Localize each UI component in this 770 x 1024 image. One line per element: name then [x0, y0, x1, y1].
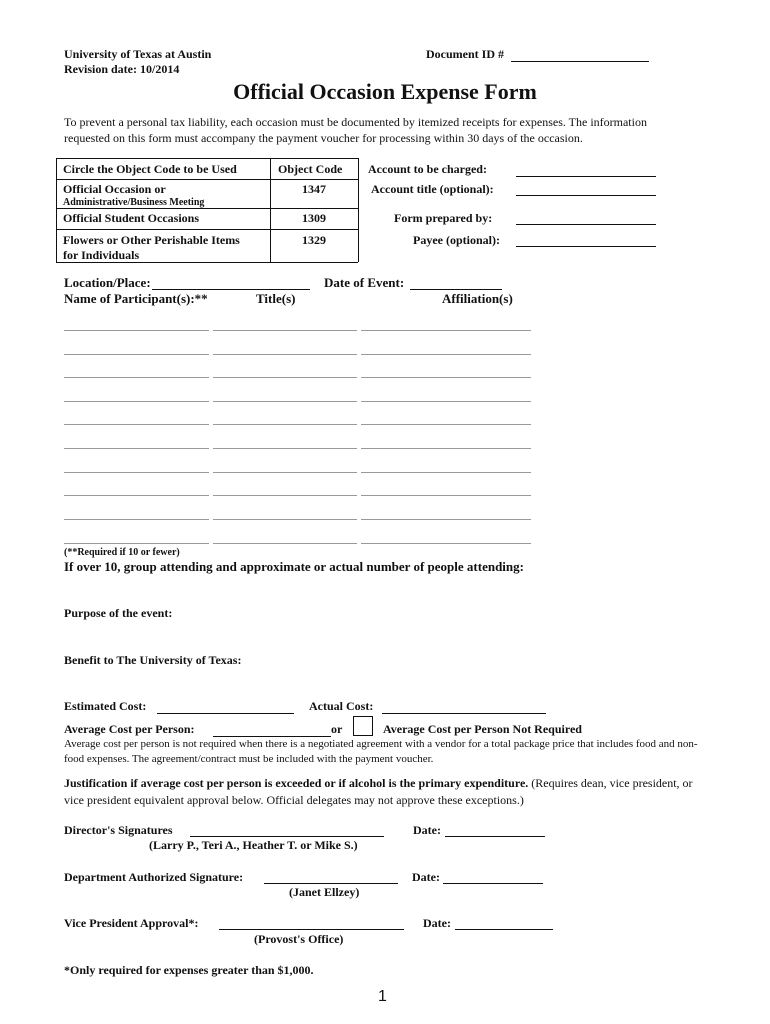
- payee-field[interactable]: [516, 246, 656, 247]
- location-label: Location/Place:: [64, 275, 151, 290]
- account-charged-field[interactable]: [516, 176, 656, 177]
- director-date-label: Date:: [413, 823, 441, 837]
- date-of-event-field[interactable]: [410, 289, 502, 290]
- vp-office: (Provost's Office): [254, 932, 344, 946]
- vp-date-field[interactable]: [455, 929, 553, 930]
- justification-text: [64, 775, 704, 809]
- not-required-checkbox[interactable]: [353, 716, 373, 736]
- payee-label: Payee (optional):: [413, 233, 500, 247]
- university-name: University of Texas at Austin: [64, 47, 212, 61]
- participant-name-header: Name of Participant(s):**: [64, 291, 208, 306]
- department-date-label: Date:: [412, 870, 440, 884]
- average-cost-note: Average cost per person is not required when there is a negotiated agreement with a vendor for a total package price that includes food and non-food expenses. The agreement/contract must be included with the payment voucher.: [64, 738, 698, 765]
- estimated-cost-label: Estimated Cost:: [64, 699, 147, 713]
- date-of-event-label: Date of Event:: [324, 275, 405, 290]
- purpose-label: Purpose of the event:: [64, 606, 173, 620]
- footnote: *Only required for expenses greater than $1,000.: [64, 963, 314, 977]
- vp-approval-label: Vice President Approval*:: [64, 916, 199, 930]
- row-official-occasion: Official Occasion or: [63, 182, 166, 196]
- table-header-object-code: Object Code: [278, 162, 343, 176]
- account-title-label: Account title (optional):: [371, 182, 494, 196]
- code-1309[interactable]: 1309: [302, 211, 326, 225]
- revision-date: Revision date: 10/2014: [64, 62, 180, 76]
- code-1329[interactable]: 1329: [302, 233, 326, 247]
- row-flowers: Flowers or Other Perishable Items: [63, 233, 240, 247]
- director-signature-label: Director's Signatures: [64, 823, 173, 837]
- document-id-label: Document ID #: [426, 47, 504, 61]
- department-name: (Janet Ellzey): [289, 885, 360, 899]
- or-text: or: [331, 722, 343, 736]
- row-flowers-line2: for Individuals: [63, 248, 140, 262]
- director-names: (Larry P., Teri A., Heather T. or Mike S.): [149, 838, 358, 852]
- department-date-field[interactable]: [443, 883, 543, 884]
- row-official-occasion-sub: Administrative/Business Meeting: [63, 197, 205, 208]
- document-id-field[interactable]: [511, 61, 649, 62]
- benefit-label: Benefit to The University of Texas:: [64, 653, 242, 667]
- prepared-by-field[interactable]: [516, 224, 656, 225]
- not-required-label: Average Cost per Person Not Required: [383, 722, 582, 736]
- justification-bold: Justification if average cost per person is exceeded or if alcohol is the primary expenditure.: [64, 776, 529, 790]
- director-date-field[interactable]: [445, 836, 545, 837]
- form-title: Official Occasion Expense Form: [233, 79, 537, 104]
- participant-affiliation-header: Affiliation(s): [442, 291, 513, 306]
- department-signature-field[interactable]: [264, 883, 398, 884]
- account-title-field[interactable]: [516, 195, 656, 196]
- group-attending-label: If over 10, group attending and approximate or actual number of people attending:: [64, 559, 524, 574]
- code-1347[interactable]: 1347: [302, 182, 326, 196]
- account-charged-label: Account to be charged:: [368, 162, 487, 176]
- table-header-object-code-used: Circle the Object Code to be Used: [63, 162, 237, 176]
- location-field[interactable]: [152, 289, 310, 290]
- average-cost-label: Average Cost per Person:: [64, 722, 195, 736]
- vp-approval-field[interactable]: [219, 929, 404, 930]
- estimated-cost-field[interactable]: [157, 713, 294, 714]
- row-student-occasions: Official Student Occasions: [63, 211, 200, 225]
- intro-text: To prevent a personal tax liability, each occasion must be documented by itemized receipts for expenses. The information requested on this form must accompany the payment voucher for processing within 30 days of the occasion.: [64, 115, 647, 145]
- actual-cost-field[interactable]: [382, 713, 546, 714]
- participant-title-header: Title(s): [256, 291, 296, 306]
- required-note: (**Required if 10 or fewer): [64, 547, 180, 558]
- justification-normal: (Requires dean, vice president, or vice president equivalent approval below. Official delegates may not approve these exceptions.): [64, 776, 693, 807]
- department-signature-label: Department Authorized Signature:: [64, 870, 244, 884]
- prepared-by-label: Form prepared by:: [394, 211, 493, 225]
- vp-date-label: Date:: [423, 916, 451, 930]
- actual-cost-label: Actual Cost:: [309, 699, 374, 713]
- page-number: 1: [378, 988, 387, 1005]
- director-signature-field[interactable]: [190, 836, 384, 837]
